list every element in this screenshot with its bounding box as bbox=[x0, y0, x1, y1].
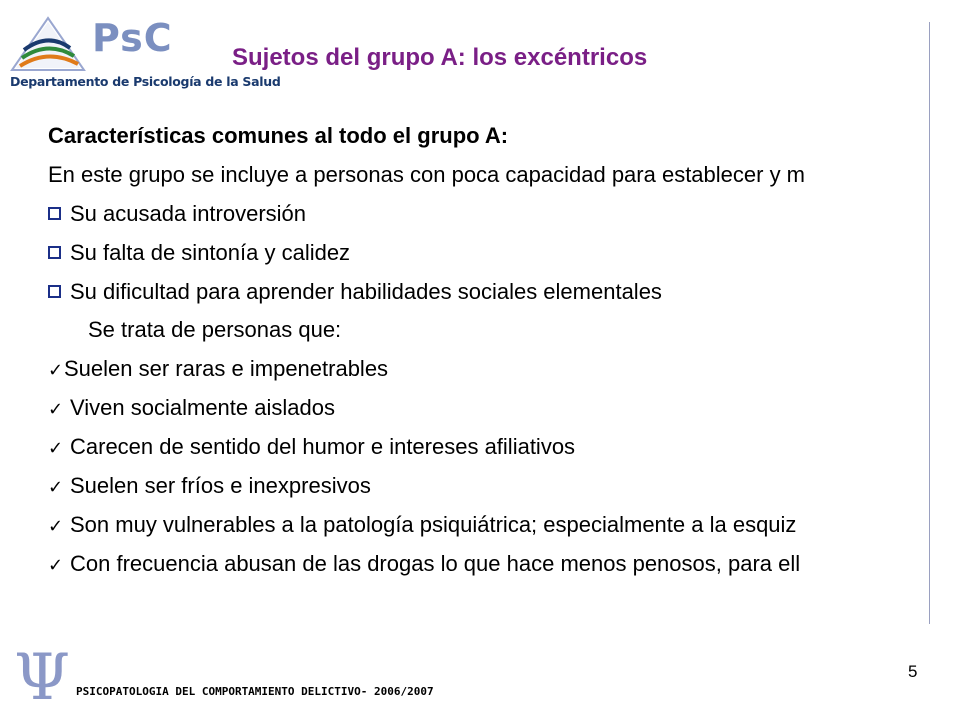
slide-content bbox=[48, 117, 960, 584]
list-item: Su dificultad para aprender habilidades sociales elementales bbox=[48, 273, 960, 312]
logo-subtitle: Departamento de Psicología de la Salud bbox=[10, 74, 281, 89]
check-icon: ✓ bbox=[48, 477, 64, 498]
square-bullet-icon bbox=[48, 285, 61, 298]
list-item: ✓ Carecen de sentido del humor e intereses afiliativos bbox=[48, 428, 960, 467]
check-icon: ✓ bbox=[48, 554, 64, 575]
check-icon: ✓ bbox=[48, 360, 64, 381]
square-bullet-icon bbox=[48, 246, 61, 259]
list-item: ✓ Con frecuencia abusan de las drogas lo que hace menos penosos, para ell bbox=[48, 545, 960, 584]
slide-title: Sujetos del grupo A: los excéntricos bbox=[232, 44, 648, 71]
intro-text: En este grupo se incluye a personas con poca capacidad para establecer y m bbox=[48, 161, 806, 187]
pyramid-logo-icon bbox=[8, 14, 88, 76]
subheading: Se trata de personas que: bbox=[88, 317, 342, 343]
content-heading: Características comunes al todo el grupo A: bbox=[48, 123, 509, 148]
check-icon: ✓ bbox=[48, 438, 64, 459]
list-item: ✓Suelen ser raras e impenetrables bbox=[48, 350, 960, 389]
footer-text: PSICOPATOLOGIA DEL COMPORTAMIENTO DELICTIVO- 2006/2007 bbox=[76, 685, 434, 698]
department-logo bbox=[8, 14, 281, 90]
page-number: 5 bbox=[908, 662, 918, 681]
check-icon: ✓ bbox=[48, 399, 64, 420]
square-bullet-icon bbox=[48, 207, 61, 220]
list-item: ✓ Viven socialmente aislados bbox=[48, 389, 960, 428]
list-item: Su acusada introversión bbox=[48, 195, 960, 234]
psi-symbol-icon: Ψ bbox=[14, 641, 71, 715]
check-icon: ✓ bbox=[48, 515, 64, 536]
logo-name: PsC bbox=[92, 16, 173, 60]
list-item: Su falta de sintonía y calidez bbox=[48, 234, 960, 273]
list-item: ✓ Son muy vulnerables a la patología psiquiátrica; especialmente a la esquiz bbox=[48, 506, 960, 545]
list-item: ✓ Suelen ser fríos e inexpresivos bbox=[48, 467, 960, 506]
